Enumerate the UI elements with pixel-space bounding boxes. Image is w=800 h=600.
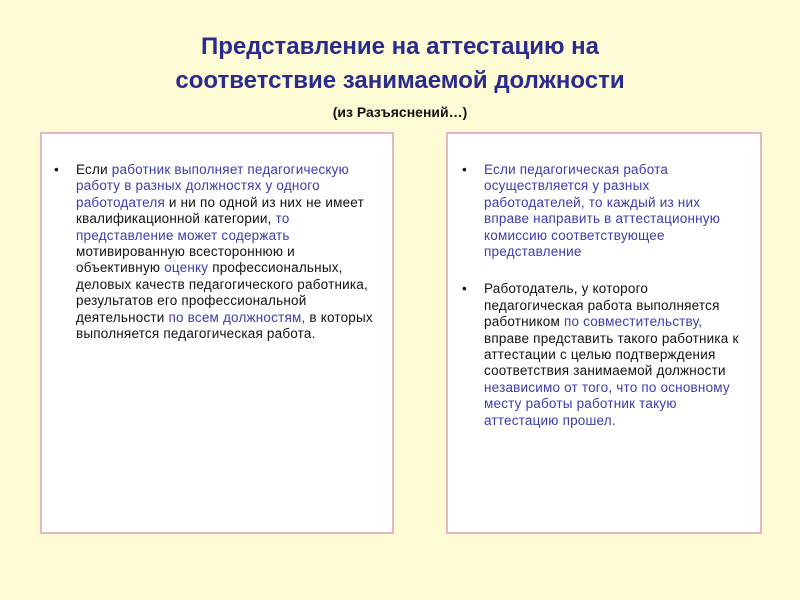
- highlight-run: работник выполняет педагогическую работу в разных должностях у одного работодателя: [76, 162, 349, 210]
- text-run: мотивированную всестороннюю и объективную: [76, 244, 295, 276]
- text-run: вправе представить такого работника к аттестации с целью подтверждения соответствия занимаемой должности: [484, 330, 739, 379]
- highlight-run: по совместительству,: [563, 314, 703, 330]
- text-run: Если: [76, 162, 112, 177]
- right-bullet-item-1: [462, 162, 748, 260]
- highlight-run: Если педагогическая работа осуществляется у разных работодателей, то каждый из них вправе направить в аттестационную комиссию соответствующее представление: [484, 162, 721, 260]
- text-run: профессиональных, деловых качеств педагогического работника, результатов его профессиональной деятельности: [76, 260, 368, 325]
- highlight-run: независимо от того, что по основному месту работы работник такую аттестацию прошел.: [484, 379, 730, 428]
- bullet-marker: •: [462, 162, 467, 177]
- right-bullet-item-2: [462, 281, 748, 429]
- bullet-marker: •: [54, 162, 59, 177]
- text-run: Работодатель, у которого педагогическая работа выполняется работником: [484, 281, 720, 330]
- slide-title: [0, 30, 800, 98]
- highlight-run: по всем должностям,: [168, 309, 306, 325]
- left-text-box: [40, 132, 394, 534]
- text-run: в которых выполняется педагогическая работа.: [76, 309, 373, 342]
- right-text-box: [446, 132, 762, 534]
- title-line-1: Представление на аттестацию на: [201, 33, 599, 60]
- highlight-run: оценку: [164, 260, 209, 276]
- left-bullet-item: [54, 162, 378, 342]
- bullet-marker: •: [462, 281, 467, 297]
- slide-subtitle: (из Разъяснений…): [332, 104, 468, 120]
- title-line-2: соответствие занимаемой должности: [175, 67, 625, 94]
- text-run: и ни по одной из них не имеет квалификационной категории,: [76, 194, 364, 227]
- highlight-run: то представление может содержать: [76, 211, 290, 243]
